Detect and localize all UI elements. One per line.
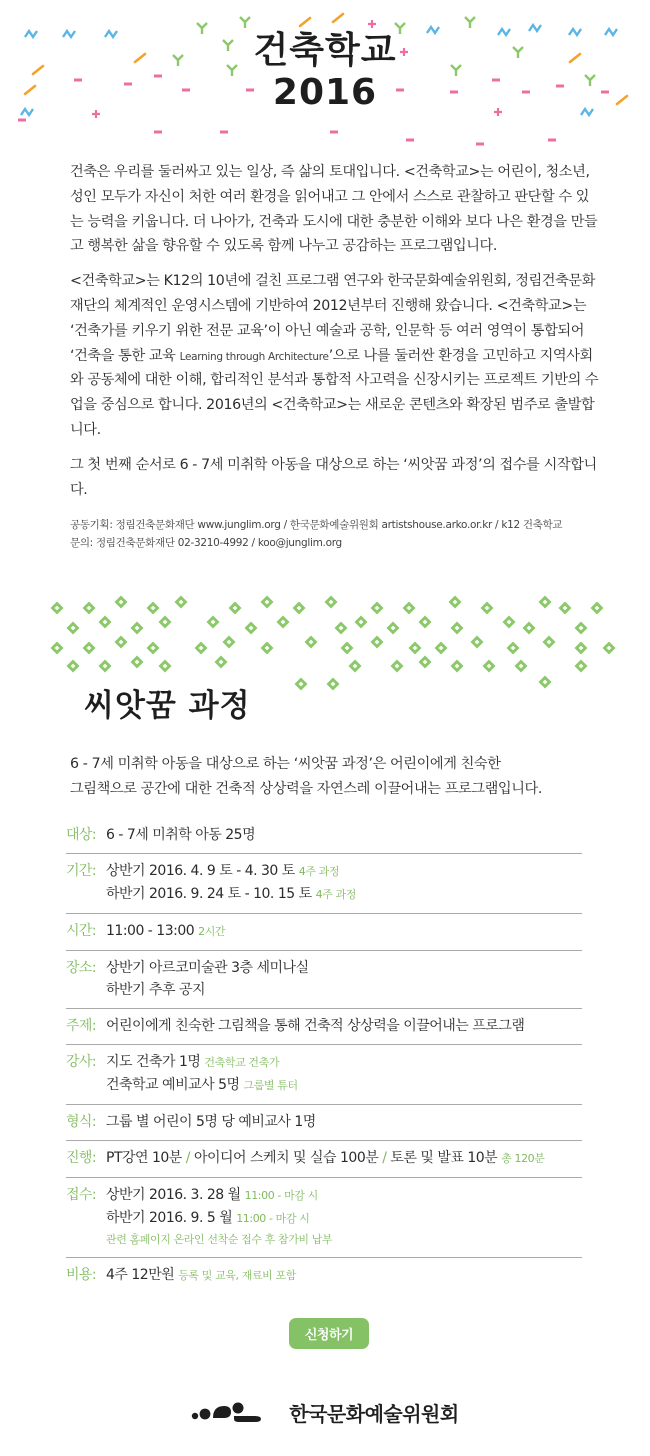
- info-value: 4주 12만원 등록 및 교육, 재료비 포함: [106, 1267, 296, 1283]
- info-value: 그룹 별 어린이 5명 당 예비교사 1명: [106, 1114, 316, 1130]
- info-label: 접수:: [66, 1187, 96, 1203]
- contact-line: 문의: 정림건축문화재단 02-3210-4992 / koo@junglim.org: [70, 537, 342, 550]
- info-note: 등록 및 교육, 재료비 포함: [178, 1269, 296, 1282]
- intro-paragraph-1: 건축은 우리를 둘러싸고 있는 일상, 즉 삶의 토대입니다. <건축학교>는 어린이, 청소년, 성인 모두가 자신이 처한 여러 환경을 읽어내고 그 안에서 스스로 관찰하고 판단할 수 있는 능력을 키웁니다. 더 나아가, 건축과 도시에 대한 충분한 이해와 보다 나은 환경을 만들고 행복한 삶을 향유할 수 있도록 함께 나누고 공감하는 프로그램입니다.: [70, 164, 598, 255]
- diamond-shape: [371, 602, 384, 615]
- confetti-piece: [548, 139, 556, 142]
- diamond-shape: [387, 622, 400, 635]
- diamond-shape: [403, 602, 416, 615]
- diamond-shape: [67, 622, 80, 635]
- diamond-shape: [523, 622, 536, 635]
- info-row-teacher: [66, 1045, 582, 1105]
- diamond-shape: [99, 660, 112, 673]
- confetti-piece: [220, 131, 228, 134]
- info-label: 주제:: [66, 1018, 96, 1034]
- info-value: 상반기 아르코미술관 3층 세미나실: [106, 960, 309, 976]
- page-title: [0, 30, 650, 114]
- info-label: 형식:: [66, 1114, 96, 1130]
- diamond-shape: [277, 616, 290, 629]
- info-row-topic: [66, 1009, 582, 1045]
- diamond-shape: [349, 660, 362, 673]
- diamond-shape: [261, 596, 274, 609]
- diamond-shape: [481, 602, 494, 615]
- info-value: 어린이에게 친숙한 그림책을 통해 건축적 상상력을 이끌어내는 프로그램: [106, 1018, 525, 1034]
- diamond-shape: [99, 616, 112, 629]
- diamond-shape: [147, 602, 160, 615]
- info-label: 대상:: [66, 827, 96, 843]
- diamond-shape: [507, 642, 520, 655]
- diamond-shape: [575, 622, 588, 635]
- info-row-fee: [66, 1258, 582, 1294]
- diamond-shape: [435, 642, 448, 655]
- info-row-place: [66, 951, 582, 1009]
- info-value: 하반기 2016. 9. 24 토 - 10. 15 토 4주 과정: [106, 886, 356, 902]
- organization-name: 한국문화예술위원회: [289, 1401, 459, 1426]
- diamond-shape: [229, 602, 242, 615]
- diamond-shape: [409, 642, 422, 655]
- separator: /: [185, 1150, 191, 1166]
- info-value: 하반기 추후 공지: [106, 982, 206, 998]
- summary-line-1: 6 - 7세 미취학 아동을 대상으로 하는 ‘씨앗꿈 과정’은 어린이에게 친숙한: [70, 756, 501, 772]
- info-note: 관련 홈페이지 온라인 선착순 접수 후 참가비 납부: [106, 1233, 333, 1246]
- confetti-piece: [240, 17, 250, 28]
- diamond-shape: [159, 616, 172, 629]
- confetti-piece: [330, 131, 338, 134]
- info-note: 총 120분: [501, 1152, 545, 1165]
- info-value: 6 - 7세 미취학 아동 25명: [106, 827, 256, 843]
- diamond-shape: [539, 676, 552, 689]
- diamond-shape: [575, 660, 588, 673]
- info-row-format: [66, 1105, 582, 1141]
- info-label: 진행:: [66, 1150, 96, 1166]
- info-note: 4주 과정: [298, 865, 340, 878]
- diamond-shape: [603, 642, 616, 655]
- diamond-shape: [159, 660, 172, 673]
- info-note: 건축학교 건축가: [204, 1056, 280, 1069]
- info-label: 시간:: [66, 923, 96, 939]
- diamond-shape: [471, 636, 484, 649]
- diamond-shape: [591, 602, 604, 615]
- diamond-shape: [51, 642, 64, 655]
- confetti-piece: [406, 139, 414, 142]
- diamond-shape: [419, 616, 432, 629]
- diamond-shape: [175, 596, 188, 609]
- diamond-shape: [215, 656, 228, 669]
- info-value: 상반기 2016. 3. 28 월 11:00 - 마감 시: [106, 1187, 318, 1203]
- diamond-shape: [327, 678, 340, 691]
- diamond-shape: [543, 636, 556, 649]
- footer: [0, 1392, 650, 1432]
- diamond-shape: [67, 660, 80, 673]
- diamond-shape: [355, 616, 368, 629]
- diamond-shape: [559, 602, 572, 615]
- info-value: 하반기 2016. 9. 5 월 11:00 - 마감 시: [106, 1210, 310, 1226]
- program-info-table: [66, 818, 582, 1294]
- confetti-piece: [476, 143, 484, 146]
- diamond-shape: [131, 622, 144, 635]
- diamond-shape: [195, 642, 208, 655]
- info-row-target: [66, 818, 582, 854]
- confetti-piece: [18, 119, 26, 122]
- intro-paragraph-2-english: Learning through Architecture: [179, 350, 329, 363]
- credit-line: 공동기획: 정림건축문화재단 www.junglim.org / 한국문화예술위원회 artistshouse.arko.or.kr / k12 건축학교: [70, 519, 563, 532]
- info-row-registration: [66, 1178, 582, 1258]
- summary-line-2: 그림책으로 공간에 대한 건축적 상상력을 자연스레 이끌어내는 프로그램입니다.: [70, 780, 542, 797]
- arko-logo-icon: [191, 1399, 279, 1425]
- info-label: 비용:: [66, 1267, 96, 1283]
- title-line-year: 2016: [272, 72, 378, 113]
- diamond-shape: [325, 596, 338, 609]
- diamond-shape: [451, 622, 464, 635]
- intro-paragraph-3: 그 첫 번째 순서로 6 - 7세 미취학 아동을 대상으로 하는 ‘씨앗꿈 과정’의 접수를 시작합니다.: [70, 456, 597, 498]
- info-row-period: [66, 854, 582, 914]
- confetti-piece: [154, 131, 162, 134]
- diamond-shape: [335, 622, 348, 635]
- confetti-piece: [300, 18, 310, 26]
- info-label: 기간:: [66, 863, 96, 879]
- diamond-shape: [305, 636, 318, 649]
- info-value: 11:00 - 13:00 2시간: [106, 923, 226, 939]
- diamond-shape: [115, 636, 128, 649]
- confetti-piece: [465, 17, 475, 28]
- confetti-piece: [368, 20, 376, 28]
- diamond-shape: [515, 660, 528, 673]
- info-value: 지도 건축가 1명 건축학교 건축가: [106, 1054, 280, 1070]
- apply-button[interactable]: 신청하기: [289, 1318, 369, 1349]
- diamond-shape: [503, 616, 516, 629]
- info-row-time: [66, 914, 582, 951]
- intro-paragraph-2-b: ’으로 나를 둘러싼 환경을 고민하고 지역사회와 공동체에 대한 이해, 합리적인 분석과 통합적 사고력을 신장시키는 프로젝트 기반의 수업을 중심으로 합니다. 2016년의 <건축학교>는 새로운 콘텐츠와 확장된 범주로 출발합니다.: [70, 347, 599, 438]
- diamond-shape: [371, 636, 384, 649]
- diamond-shape: [83, 642, 96, 655]
- info-value: 건축학교 예비교사 5명 그룹별 튜터: [106, 1077, 298, 1093]
- info-value: 상반기 2016. 4. 9 토 - 4. 30 토 4주 과정: [106, 863, 340, 879]
- section-title: 씨앗꿈 과정: [84, 688, 251, 724]
- diamond-shape: [419, 656, 432, 669]
- diamond-shape: [483, 660, 496, 673]
- info-note: 11:00 - 마감 시: [244, 1189, 318, 1202]
- diamond-shape: [451, 660, 464, 673]
- info-value: PT강연 10분 / 아이디어 스케치 및 실습 100분 / 토론 및 발표 10분 총 120분: [106, 1150, 545, 1166]
- diamond-shape: [115, 596, 128, 609]
- info-label: 장소:: [66, 960, 96, 976]
- diamond-shape: [51, 602, 64, 615]
- intro-text: [70, 160, 600, 552]
- intro-paragraph-2: [70, 269, 600, 443]
- info-label: 강사:: [66, 1054, 96, 1070]
- info-note: 11:00 - 마감 시: [236, 1212, 310, 1225]
- diamond-shape: [391, 660, 404, 673]
- info-note: 4주 과정: [315, 888, 356, 901]
- diamond-shape: [449, 596, 462, 609]
- diamond-shape: [245, 622, 258, 635]
- info-note: 그룹별 튜터: [243, 1079, 298, 1092]
- program-summary: [70, 752, 610, 802]
- diamond-shape: [539, 596, 552, 609]
- diamond-shape: [147, 642, 160, 655]
- diamond-shape: [295, 678, 308, 691]
- info-row-progress: [66, 1141, 582, 1178]
- confetti-piece: [333, 14, 343, 22]
- diamond-shape: [83, 602, 96, 615]
- diamond-shape: [575, 642, 588, 655]
- diamond-shape: [261, 642, 274, 655]
- diamond-shape: [207, 616, 220, 629]
- separator: /: [382, 1150, 387, 1166]
- diamond-shape: [293, 602, 306, 615]
- diamond-shape: [223, 636, 236, 649]
- diamond-shape: [131, 656, 144, 669]
- intro-paragraph-2-a: <건축학교>는 K12의 10년에 걸친 프로그램 연구와 한국문화예술위원회, 정림건축문화재단의 체계적인 운영시스템에 기반하여 2012년부터 진행해 왔습니다. <건축학교>는 ‘건축가를 키우기 위한 전문 교육’이 아닌 예술과 공학, 인문학 등 여러 영역이 통합되어 ‘건축을 통한 교육: [70, 273, 596, 364]
- info-note: 2시간: [198, 925, 226, 938]
- diamond-shape: [341, 642, 354, 655]
- title-line-school: 건축학교: [253, 30, 397, 71]
